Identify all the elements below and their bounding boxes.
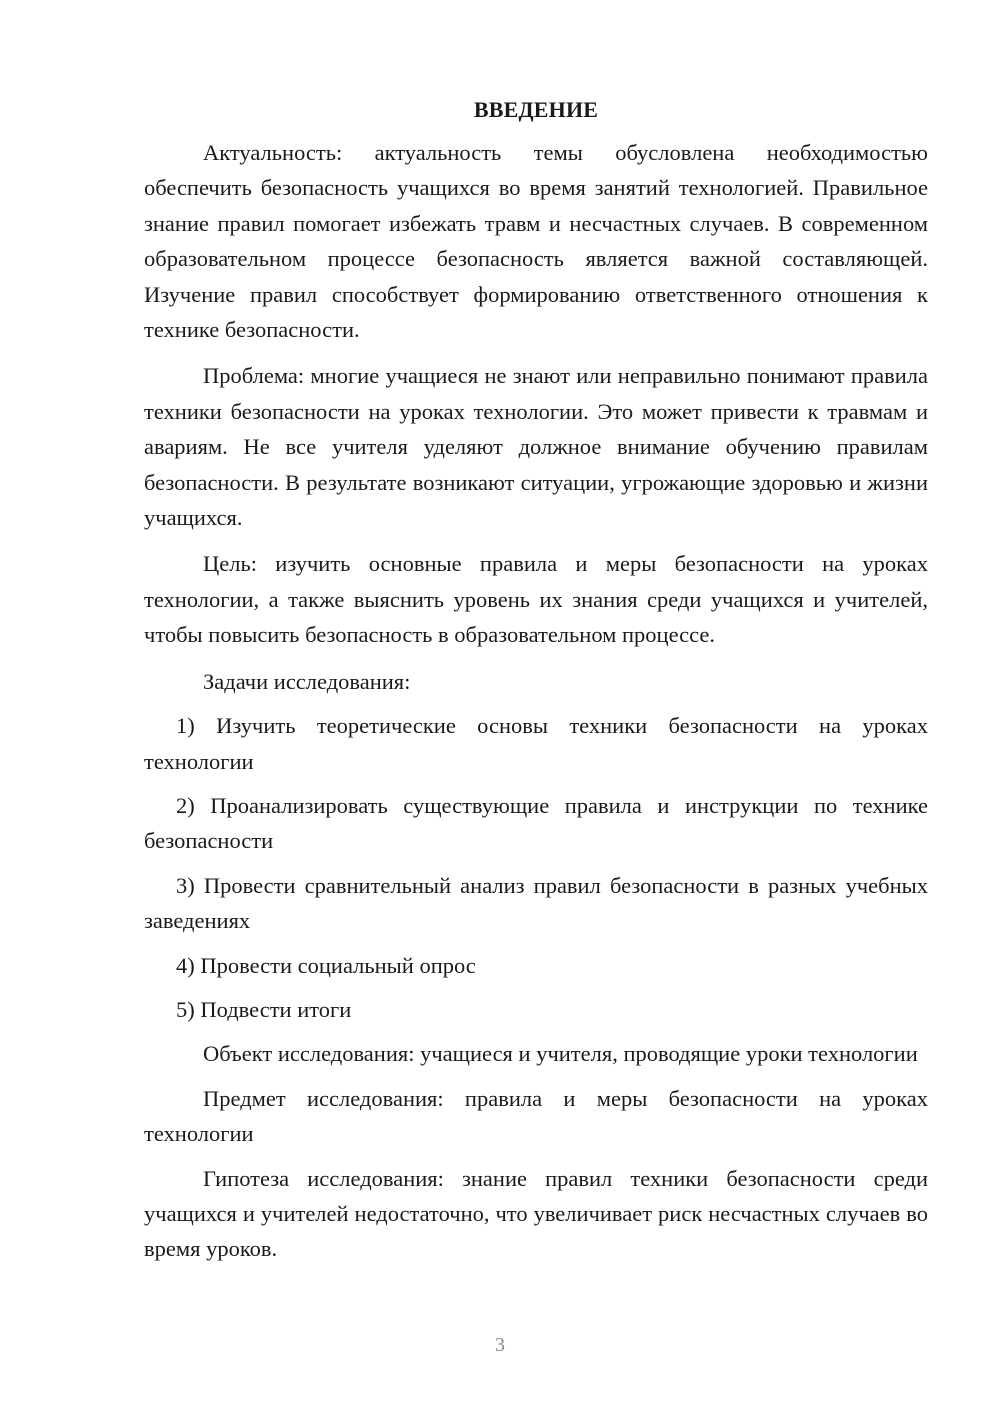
page-number: 3: [495, 1334, 505, 1356]
paragraph-goal: Цель: изучить основные правила и меры безопасности на уроках технологии, а также выяснить уровень их знания среди учащихся и учителей, чтобы повысить безопасность в образовательном процессе.: [144, 551, 928, 648]
list-item: 5) Подвести итоги: [176, 996, 352, 1022]
paragraph-relevance: Актуальность: актуальность темы обусловлена необходимостью обеспечить безопасность учащихся во время занятий технологией. Правильное знание правил помогает избежать травм и несчастных случаев. В современном образовательном процессе безопасность является важной составляющей. Изучение правил способствует формированию ответственного отношения к технике безопасности.: [144, 140, 928, 343]
list-item: 3) Провести сравнительный анализ правил безопасности в разных учебных заведениях: [144, 872, 928, 934]
page-content: [144, 95, 928, 1267]
paragraph-object: Объект исследования: учащиеся и учителя, проводящие уроки технологии: [203, 1041, 918, 1067]
paragraph-hypothesis: Гипотеза исследования: знание правил техники безопасности среди учащихся и учителей недостаточно, что увеличивает риск несчастных случаев во время уроков.: [144, 1165, 928, 1262]
paragraph-problem: Проблема: многие учащиеся не знают или неправильно понимают правила техники безопасности на уроках технологии. Это может привести к травмам и авариям. Не все учителя уделяют должное внимание обучению правилам безопасности. В результате возникают ситуации, угрожающие здоровью и жизни учащихся.: [144, 363, 928, 531]
page-title: ВВЕДЕНИЕ: [473, 97, 599, 122]
tasks-heading: Задачи исследования:: [203, 668, 411, 694]
list-item: 1) Изучить теоретические основы техники безопасности на уроках технологии: [144, 713, 928, 774]
list-item: 4) Провести социальный опрос: [176, 952, 476, 978]
paragraph-subject: Предмет исследования: правила и меры безопасности на уроках технологии: [144, 1085, 928, 1147]
list-item: 2) Проанализировать существующие правила и инструкции по технике безопасности: [144, 792, 928, 854]
